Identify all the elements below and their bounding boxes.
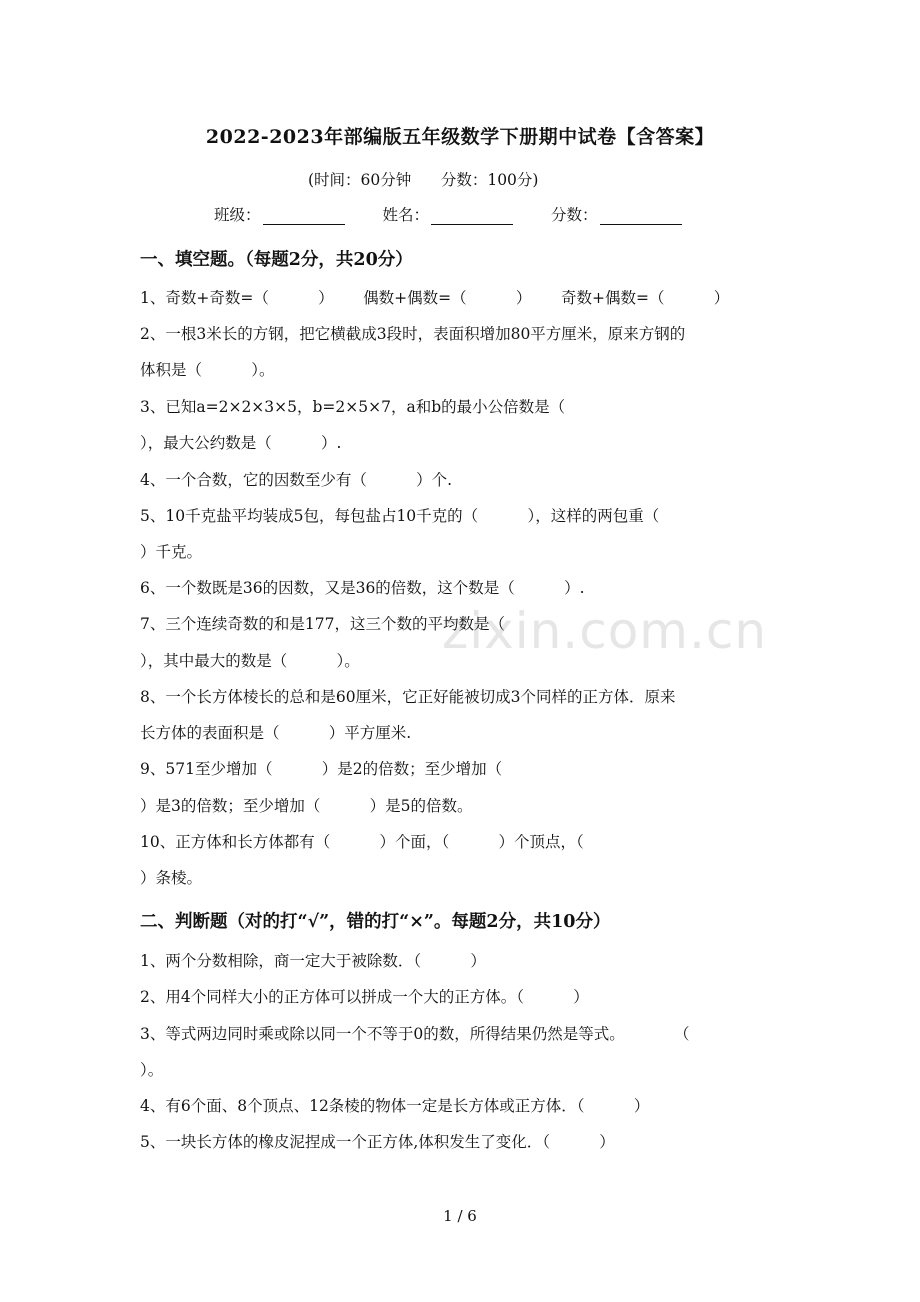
question-line: 4、有6个面、8个顶点、12条棱的物体一定是长方体或正方体．（ ） bbox=[140, 1097, 650, 1115]
question-line: ），其中最大的数是（ ）。 bbox=[140, 652, 360, 670]
question-line: ）千克。 bbox=[140, 543, 203, 561]
question-line: 3、已知a=2×2×3×5，b=2×5×7，a和b的最小公倍数是（ bbox=[140, 398, 566, 416]
student-info bbox=[214, 203, 682, 225]
score-field bbox=[551, 203, 682, 225]
question-line: 6、一个数既是36的因数，又是36的倍数，这个数是（ ）. bbox=[140, 579, 585, 597]
question-line: 9、571至少增加（ ）是2的倍数；至少增加（ bbox=[140, 760, 503, 778]
question-line: 10、正方体和长方体都有（ ）个面，（ ）个顶点，（ bbox=[140, 833, 584, 851]
question-line: 5、一块长方体的橡皮泥捏成一个正方体,体积发生了变化．（ ） bbox=[140, 1133, 615, 1151]
question-line: 长方体的表面积是（ ）平方厘米. bbox=[140, 724, 412, 742]
question-line: 7、三个连续奇数的和是177，这三个数的平均数是（ bbox=[140, 615, 505, 633]
question-line: 体积是（ ）。 bbox=[140, 361, 275, 379]
section2-heading: 二、判断题（对的打“√”，错的打“×”。每题2分，共10分） bbox=[140, 912, 611, 932]
name-field bbox=[383, 203, 514, 225]
question-line: 5、10千克盐平均装成5包，每包盐占10千克的（ ），这样的两包重（ bbox=[140, 507, 660, 525]
class-blank bbox=[263, 210, 345, 225]
section1-heading: 一、填空题。（每题2分，共20分） bbox=[140, 250, 413, 270]
score-blank bbox=[600, 210, 682, 225]
page-title: 2022-2023年部编版五年级数学下册期中试卷【含答案】 bbox=[205, 126, 715, 148]
watermark: zixin.com.cn bbox=[442, 602, 768, 660]
question-line: 4、一个合数，它的因数至少有（ ）个. bbox=[140, 471, 453, 489]
question-line: 1、两个分数相除，商一定大于被除数．（ ） bbox=[140, 952, 486, 970]
score-label: 分数： bbox=[551, 206, 598, 224]
question-line: 2、一根3米长的方钢，把它横截成3段时，表面积增加80平方厘米，原来方钢的 bbox=[140, 325, 686, 343]
class-label: 班级： bbox=[214, 206, 261, 224]
name-blank bbox=[431, 210, 513, 225]
question-line: ）。 bbox=[140, 1061, 164, 1079]
question-line: ）条棱。 bbox=[140, 869, 203, 887]
class-field bbox=[214, 203, 345, 225]
question-line: ），最大公约数是（ ）. bbox=[140, 434, 342, 452]
page-number: 1 / 6 bbox=[443, 1207, 477, 1225]
question-line: 3、等式两边同时乘或除以同一个不等于0的数，所得结果仍然是等式。 （ bbox=[140, 1025, 690, 1043]
question-line: 1、奇数+奇数=（ ） 偶数+偶数=（ ） 奇数+偶数=（ ） bbox=[140, 289, 730, 307]
question-line: 2、用4个同样大小的正方体可以拼成一个大的正方体。（ ） bbox=[140, 988, 589, 1006]
question-line: 8、一个长方体棱长的总和是60厘米，它正好能被切成3个同样的正方体．原来 bbox=[140, 688, 676, 706]
name-label: 姓名： bbox=[382, 206, 430, 224]
question-line: ）是3的倍数；至少增加（ ）是5的倍数。 bbox=[140, 797, 473, 815]
exam-meta: (时间：60分钟 分数：100分) bbox=[308, 171, 539, 189]
